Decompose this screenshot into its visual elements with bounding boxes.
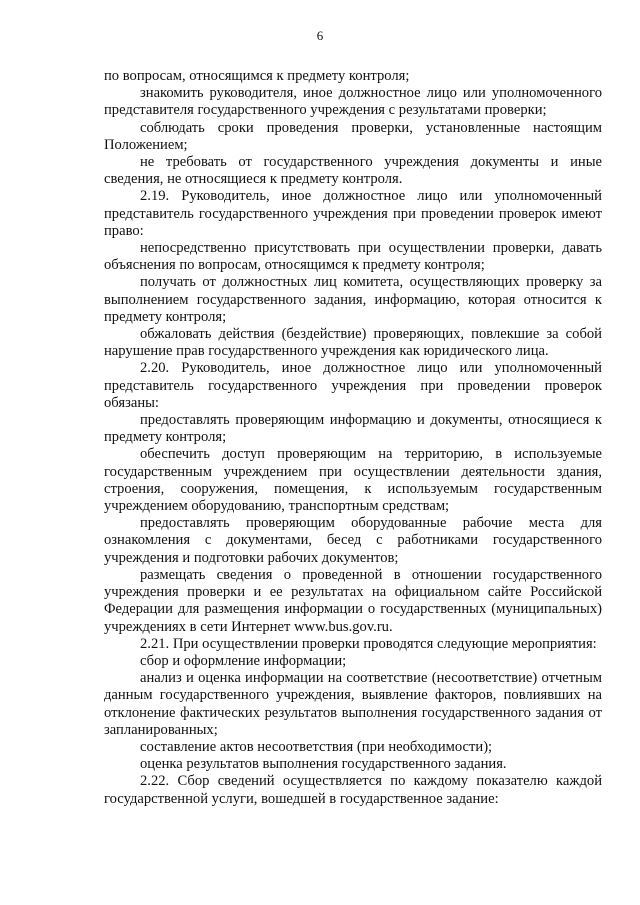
- paragraph-1: по вопросам, относящимся к предмету контроля;: [104, 68, 410, 84]
- paragraph-16: анализ и оценка информации на соответствие (несоответствие) отчетным данным государственного учреждения, выявление факторов, повлиявших на отклонение фактических результатов выполнения государственного задания от запланированных;: [104, 670, 602, 738]
- paragraph-8: обжаловать действия (бездействие) проверяющих, повлекшие за собой нарушение прав государственного учреждения как юридического лица.: [104, 326, 602, 360]
- paragraph-10: предоставлять проверяющим информацию и документы, относящиеся к предмету контроля;: [104, 412, 602, 446]
- paragraph-15: сбор и оформление информации;: [140, 652, 347, 669]
- paragraph-7: получать от должностных лиц комитета, осуществляющих проверку за выполнением государственного задания, информацию, которая относится к предмету контроля;: [104, 274, 602, 325]
- paragraph-2: знакомить руководителя, иное должностное лицо или уполномоченного представителя государственного учреждения с результатами проверки;: [104, 85, 602, 119]
- paragraph-12: предоставлять проверяющим оборудованные рабочие места для ознакомления с документами, бесед с работниками государственного учреждения и подготовки рабочих документов;: [104, 515, 602, 566]
- paragraph-4: не требовать от государственного учреждения документы и иные сведения, не относящиеся к предмету контроля.: [104, 154, 602, 188]
- paragraph-3: соблюдать сроки проведения проверки, установленные настоящим Положением;: [104, 119, 602, 153]
- paragraph-6: непосредственно присутствовать при осуществлении проверки, давать объяснения по вопросам, относящимся к предмету контроля;: [104, 240, 602, 274]
- paragraph-9: 2.20. Руководитель, иное должностное лицо или уполномоченный представитель государственного учреждения при проведении проверок обязаны:: [104, 360, 602, 411]
- paragraph-14: 2.21. При осуществлении проверки проводятся следующие мероприятия:: [140, 635, 597, 652]
- document-body: [104, 68, 602, 808]
- paragraph-13: размещать сведения о проведенной в отношении государственного учреждения проверки и ее результатах на официальном сайте Российской Федерации для размещения информации о государственных (муниципальных) учреждениях в сети Интернет www.bus.gov.ru.: [104, 566, 602, 635]
- paragraph-17: составление актов несоответствия (при необходимости);: [140, 738, 493, 755]
- paragraph-18: оценка результатов выполнения государственного задания.: [140, 756, 507, 773]
- paragraph-5: 2.19. Руководитель, иное должностное лицо или уполномоченный представитель государственного учреждения при проведении проверок имеют право:: [104, 188, 602, 239]
- paragraph-19: 2.22. Сбор сведений осуществляется по каждому показателю каждой государственной услуги, вошедшей в государственное задание:: [104, 773, 602, 807]
- page-number: 6: [316, 28, 324, 43]
- paragraph-11: обеспечить доступ проверяющим на территорию, в используемые государственным учреждением при осуществлении деятельности здания, строения, сооружения, помещения, к используемым государственным учреждением оборудованию, транспортным средствам;: [104, 446, 602, 515]
